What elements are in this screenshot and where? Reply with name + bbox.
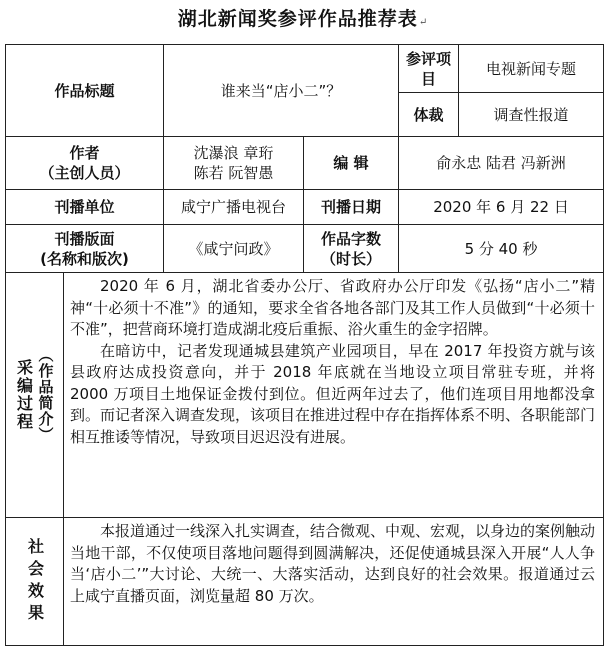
edition-value-cell [164, 225, 304, 273]
row-effect [6, 518, 604, 646]
editor-value-cell [399, 137, 604, 190]
editor-value: 俞永忠 陆君 冯新洲 [436, 154, 566, 172]
edition-label-sub: (名称和版次) [40, 249, 129, 268]
genre-value-cell [459, 93, 604, 137]
broadcaster-label: 刊播单位 [54, 198, 115, 216]
broadcaster-value-cell [164, 190, 304, 225]
row-author [6, 137, 604, 190]
process-paragraph-2: 在暗访中，记者发现通城县建筑产业园项目，早在 2017 年投资方就与该县政府达成投资意向，并于 2018 年底就在当地设立项目常驻专班，并将 2000 万项目土地保证金拨付到位。但近两年过去了，他们连项目用地都没拿到。而记者深入调查发现，该项目在推进过程中存在指挥体系不明、各职能部门相互推诿等情况，导致项目迟迟没有进展。 [70, 341, 596, 446]
work-title-value: 谁来当“店小二”？ [220, 81, 342, 100]
process-label: 采编过程 [14, 359, 34, 431]
work-title-label: 作品标题 [54, 81, 115, 100]
broadcast-date-value-cell [399, 190, 604, 225]
process-paragraph-1: 2020 年 6 月，湖北省委办公厅、省政府办公厅印发《弘扬“店小二”精神“十必须十不准”》的通知，要求全省各地各部门及其工作人员做到“十必须十不准”，把营商环境打造成湖北疫后重振、浴火重生的金字招牌。 [70, 277, 596, 338]
row-edition [6, 225, 604, 273]
process-content-cell [64, 273, 604, 518]
word-count-label-sub: （时长） [321, 249, 382, 268]
word-count-label-cell [304, 225, 399, 273]
author-names-line1: 沈瀑浪 章珩 [193, 144, 274, 162]
entry-item-value: 电视新闻专题 [486, 59, 577, 78]
row-broadcaster [6, 190, 604, 225]
editor-label: 编 辑 [333, 154, 369, 172]
work-title-value-cell [164, 45, 399, 137]
author-label: 作者 [69, 144, 100, 162]
author-names-line2: 陈若 阮智愚 [193, 164, 274, 182]
row-process [6, 273, 604, 518]
effect-paragraph: 本报道通过一线深入扎实调查，结合微观、中观、宏观，以身边的案例触动当地干部，不仅使项目落地问题得到圆满解决，还促使通城县深入开展“人人争当‘店小二’”大讨论、大统一、大落实活动，达到良好的社会效果。报道通过云上咸宁直播页面，浏览量超 80 万次。 [70, 522, 596, 605]
genre-value: 调查性报道 [493, 105, 569, 124]
author-label-cell [6, 137, 164, 190]
process-sublabel: （作品简介） [36, 347, 55, 443]
word-count-value: 5 分 40 秒 [464, 239, 538, 258]
broadcaster-label-cell [6, 190, 164, 225]
broadcast-date-value: 2020 年 6 月 22 日 [433, 198, 569, 216]
nomination-form-table [5, 44, 604, 646]
entry-item-value-cell [459, 45, 604, 93]
genre-label: 体裁 [413, 105, 444, 124]
edition-value: 《咸宁问政》 [188, 239, 279, 258]
word-count-label: 作品字数 [321, 229, 382, 248]
effect-label: 社会效果 [25, 537, 45, 626]
document-title [0, 4, 606, 31]
row-work-title [6, 45, 604, 93]
work-title-label-cell [6, 45, 164, 137]
paragraph-mark: ↵ [418, 17, 429, 28]
edition-label-cell [6, 225, 164, 273]
process-label-cell [6, 273, 64, 518]
author-label-sub: （主创人员） [39, 164, 130, 182]
entry-item-label: 参评项目 [406, 49, 452, 88]
editor-label-cell [304, 137, 399, 190]
title-text: 湖北新闻奖参评作品推荐表 [177, 8, 418, 30]
genre-label-cell [399, 93, 459, 137]
author-value-cell [164, 137, 304, 190]
broadcast-date-label: 刊播日期 [321, 198, 382, 216]
edition-label: 刊播版面 [54, 229, 115, 248]
word-count-value-cell [399, 225, 604, 273]
broadcast-date-label-cell [304, 190, 399, 225]
entry-item-label-cell [399, 45, 459, 93]
effect-label-cell [6, 518, 64, 646]
broadcaster-value: 咸宁广播电视台 [181, 198, 287, 216]
effect-content-cell [64, 518, 604, 646]
